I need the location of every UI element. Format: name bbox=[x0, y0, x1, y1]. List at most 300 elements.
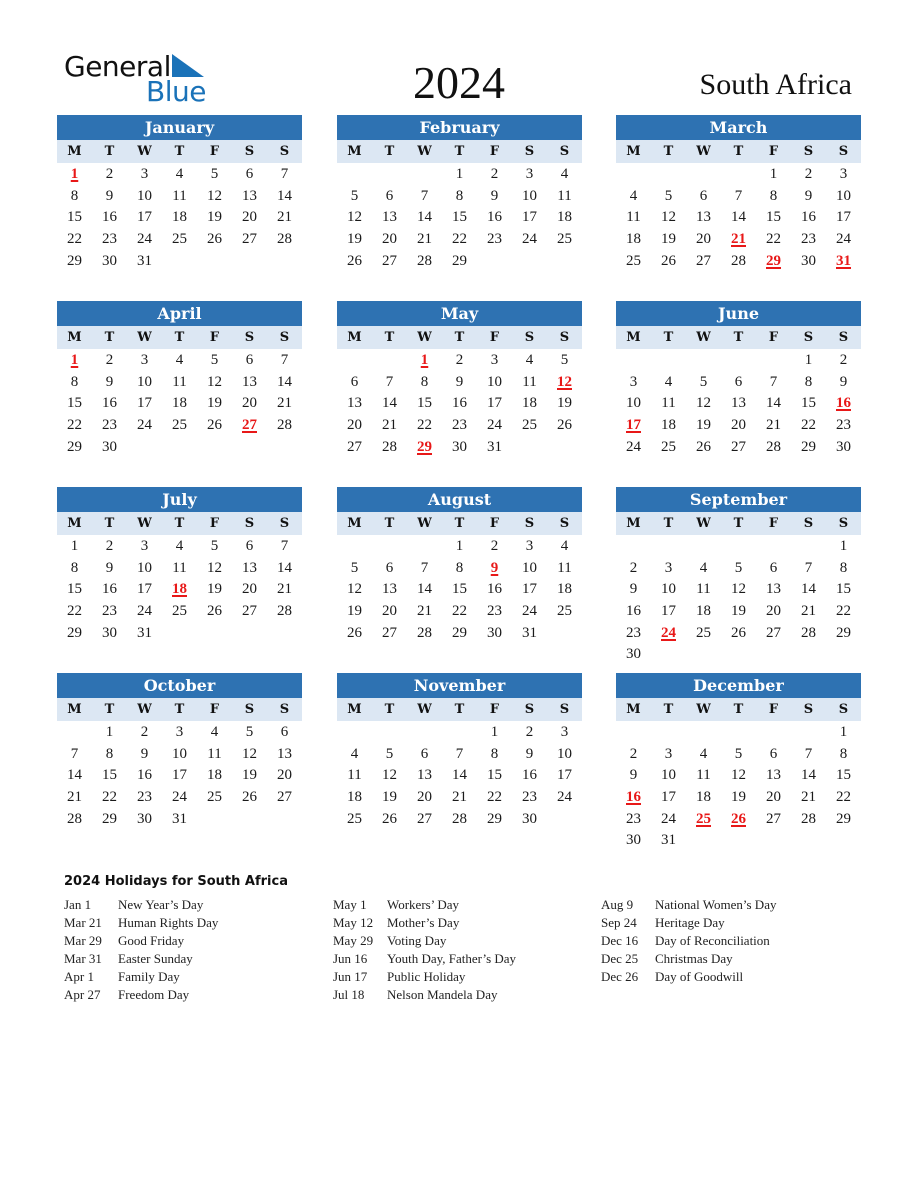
day-cell: 8 bbox=[490, 745, 499, 762]
day-cell: 8 bbox=[804, 373, 813, 390]
day-cell: 25 bbox=[172, 231, 187, 248]
day-cell: 16 bbox=[801, 209, 816, 226]
day-cell: 7 bbox=[280, 166, 289, 182]
holiday-item bbox=[333, 897, 516, 915]
day-cell: 8 bbox=[70, 373, 79, 390]
day-cell: 20 bbox=[277, 767, 292, 784]
day-cell: 10 bbox=[137, 559, 152, 576]
day-cell: 24 bbox=[137, 603, 152, 620]
day-cell: 26 bbox=[242, 789, 257, 806]
empty-cell bbox=[616, 164, 651, 186]
weekday-label: T bbox=[663, 516, 674, 531]
day-cell: 28 bbox=[766, 438, 781, 455]
day-cell: 1 bbox=[804, 352, 813, 368]
holiday-date: Apr 27 bbox=[64, 987, 101, 1002]
day-cell: 18 bbox=[557, 581, 572, 598]
weekday-label: T bbox=[663, 144, 674, 159]
day-cell: 5 bbox=[664, 187, 673, 204]
day-cell: 3 bbox=[525, 538, 534, 554]
day-cell: 15 bbox=[67, 581, 82, 598]
holiday-item bbox=[333, 969, 516, 987]
day-cell: 21 bbox=[452, 789, 467, 806]
day-cell: 2 bbox=[105, 352, 114, 368]
weekday-label: S bbox=[244, 330, 255, 345]
day-cell: 20 bbox=[696, 231, 711, 248]
holiday-day-cell: 16 bbox=[836, 395, 851, 412]
holiday-day-cell: 1 bbox=[70, 166, 79, 182]
month-header: January bbox=[57, 115, 302, 140]
day-cell: 27 bbox=[382, 624, 397, 641]
month-october bbox=[57, 673, 302, 830]
day-cell: 2 bbox=[455, 352, 464, 368]
day-cell: 2 bbox=[140, 724, 149, 740]
day-cell: 11 bbox=[626, 209, 641, 226]
day-cell: 27 bbox=[696, 252, 711, 269]
empty-cell bbox=[686, 722, 721, 744]
day-cell: 30 bbox=[102, 252, 117, 269]
day-cell: 29 bbox=[452, 252, 467, 269]
holiday-day-cell: 26 bbox=[731, 810, 746, 827]
day-cell: 12 bbox=[347, 209, 362, 226]
day-cell: 4 bbox=[699, 559, 708, 576]
weekday-label: M bbox=[626, 144, 641, 159]
day-cell: 14 bbox=[382, 395, 397, 412]
day-cell: 30 bbox=[626, 646, 641, 663]
empty-cell bbox=[721, 722, 756, 744]
day-cell: 17 bbox=[137, 395, 152, 412]
month-january bbox=[57, 115, 302, 272]
day-cell: 27 bbox=[417, 810, 432, 827]
weekday-label: F bbox=[489, 144, 500, 159]
weekday-label: T bbox=[454, 144, 465, 159]
day-cell: 23 bbox=[137, 789, 152, 806]
day-cell: 8 bbox=[105, 745, 114, 762]
day-cell: 23 bbox=[487, 603, 502, 620]
empty-cell bbox=[651, 164, 686, 186]
month-december bbox=[616, 673, 861, 852]
holiday-date: Apr 1 bbox=[64, 969, 94, 984]
day-cell: 19 bbox=[731, 603, 746, 620]
day-cell: 15 bbox=[67, 209, 82, 226]
month-june bbox=[616, 301, 861, 458]
day-cell: 13 bbox=[347, 395, 362, 412]
month-header: October bbox=[57, 673, 302, 698]
days-grid bbox=[616, 721, 861, 852]
day-cell: 21 bbox=[277, 395, 292, 412]
day-cell: 4 bbox=[350, 745, 359, 762]
weekday-label: M bbox=[626, 702, 641, 717]
day-cell: 10 bbox=[137, 187, 152, 204]
month-april bbox=[57, 301, 302, 458]
weekday-label: S bbox=[524, 330, 535, 345]
day-cell: 24 bbox=[557, 789, 572, 806]
day-cell: 5 bbox=[210, 352, 219, 368]
weekday-label: T bbox=[733, 702, 744, 717]
weekday-label: T bbox=[104, 330, 115, 345]
weekday-label: M bbox=[67, 330, 82, 345]
month-header: August bbox=[337, 487, 582, 512]
weekday-label: W bbox=[417, 702, 432, 717]
day-cell: 16 bbox=[487, 209, 502, 226]
day-cell: 3 bbox=[839, 166, 848, 182]
day-cell: 19 bbox=[731, 789, 746, 806]
day-cell: 9 bbox=[629, 767, 638, 784]
holiday-date: Jul 18 bbox=[333, 987, 365, 1002]
day-cell: 2 bbox=[525, 724, 534, 740]
month-header: March bbox=[616, 115, 861, 140]
day-cell: 1 bbox=[769, 166, 778, 182]
weekday-header-row bbox=[337, 140, 582, 163]
day-cell: 23 bbox=[522, 789, 537, 806]
holiday-day-cell: 1 bbox=[420, 352, 429, 368]
day-cell: 19 bbox=[661, 231, 676, 248]
day-cell: 14 bbox=[801, 581, 816, 598]
empty-cell bbox=[791, 536, 826, 558]
weekday-label: T bbox=[104, 702, 115, 717]
day-cell: 1 bbox=[839, 538, 848, 554]
weekday-label: F bbox=[768, 516, 779, 531]
day-cell: 24 bbox=[172, 789, 187, 806]
holiday-day-cell: 27 bbox=[242, 417, 257, 434]
day-cell: 30 bbox=[522, 810, 537, 827]
day-cell: 10 bbox=[661, 581, 676, 598]
holiday-date: Jan 1 bbox=[64, 897, 92, 912]
weekday-label: S bbox=[838, 330, 849, 345]
day-cell: 11 bbox=[661, 395, 676, 412]
month-november bbox=[337, 673, 582, 830]
month-header: December bbox=[616, 673, 861, 698]
day-cell: 14 bbox=[277, 559, 292, 576]
weekday-label: M bbox=[347, 144, 362, 159]
holiday-day-cell: 29 bbox=[766, 252, 781, 269]
day-cell: 18 bbox=[626, 231, 641, 248]
day-cell: 25 bbox=[347, 810, 362, 827]
day-cell: 6 bbox=[350, 373, 359, 390]
day-cell: 20 bbox=[417, 789, 432, 806]
weekday-label: T bbox=[733, 144, 744, 159]
day-cell: 3 bbox=[629, 373, 638, 390]
day-cell: 18 bbox=[696, 789, 711, 806]
day-cell: 31 bbox=[172, 810, 187, 827]
weekday-label: S bbox=[244, 702, 255, 717]
day-cell: 26 bbox=[731, 624, 746, 641]
weekday-header-row bbox=[57, 326, 302, 349]
weekday-label: M bbox=[67, 516, 82, 531]
holiday-name: Day of Goodwill bbox=[655, 969, 744, 984]
day-cell: 20 bbox=[731, 417, 746, 434]
day-cell: 31 bbox=[661, 832, 676, 849]
day-cell: 25 bbox=[172, 603, 187, 620]
day-cell: 23 bbox=[102, 603, 117, 620]
weekday-label: S bbox=[524, 702, 535, 717]
day-cell: 11 bbox=[172, 559, 187, 576]
day-cell: 3 bbox=[140, 538, 149, 554]
day-cell: 8 bbox=[420, 373, 429, 390]
weekday-label: F bbox=[209, 144, 220, 159]
day-cell: 5 bbox=[699, 373, 708, 390]
day-cell: 27 bbox=[242, 231, 257, 248]
day-cell: 3 bbox=[525, 166, 534, 182]
day-cell: 10 bbox=[487, 373, 502, 390]
day-cell: 10 bbox=[137, 373, 152, 390]
holiday-day-cell: 16 bbox=[626, 789, 641, 806]
day-cell: 21 bbox=[801, 789, 816, 806]
day-cell: 28 bbox=[277, 231, 292, 248]
day-cell: 2 bbox=[490, 166, 499, 182]
weekday-label: F bbox=[489, 330, 500, 345]
day-cell: 13 bbox=[382, 581, 397, 598]
weekday-label: T bbox=[384, 516, 395, 531]
day-cell: 24 bbox=[522, 231, 537, 248]
holiday-day-cell: 21 bbox=[731, 231, 746, 248]
month-header: May bbox=[337, 301, 582, 326]
day-cell: 15 bbox=[487, 767, 502, 784]
day-cell: 1 bbox=[455, 166, 464, 182]
day-cell: 15 bbox=[452, 209, 467, 226]
holiday-date: Mar 31 bbox=[64, 951, 102, 966]
day-cell: 1 bbox=[455, 538, 464, 554]
holiday-name: Family Day bbox=[118, 969, 180, 984]
month-july bbox=[57, 487, 302, 644]
day-cell: 19 bbox=[696, 417, 711, 434]
days-grid bbox=[337, 535, 582, 644]
day-cell: 29 bbox=[836, 624, 851, 641]
day-cell: 22 bbox=[67, 231, 82, 248]
day-cell: 3 bbox=[664, 745, 673, 762]
day-cell: 5 bbox=[734, 745, 743, 762]
day-cell: 24 bbox=[836, 231, 851, 248]
weekday-label: T bbox=[174, 330, 185, 345]
weekday-label: S bbox=[524, 144, 535, 159]
day-cell: 19 bbox=[557, 395, 572, 412]
day-cell: 9 bbox=[804, 187, 813, 204]
day-cell: 3 bbox=[175, 724, 184, 740]
weekday-label: M bbox=[626, 330, 641, 345]
month-header: February bbox=[337, 115, 582, 140]
day-cell: 6 bbox=[734, 373, 743, 390]
empty-cell bbox=[651, 350, 686, 372]
holiday-date: May 29 bbox=[333, 933, 374, 948]
holiday-column bbox=[64, 897, 218, 1005]
day-cell: 21 bbox=[67, 789, 82, 806]
month-may bbox=[337, 301, 582, 458]
holidays-title: 2024 Holidays for South Africa bbox=[64, 874, 288, 889]
weekday-label: S bbox=[803, 516, 814, 531]
weekday-label: T bbox=[454, 330, 465, 345]
day-cell: 25 bbox=[172, 417, 187, 434]
weekday-header-row bbox=[616, 698, 861, 721]
day-cell: 19 bbox=[382, 789, 397, 806]
day-cell: 7 bbox=[280, 538, 289, 554]
days-grid bbox=[57, 349, 302, 458]
day-cell: 23 bbox=[626, 624, 641, 641]
day-cell: 11 bbox=[172, 373, 187, 390]
day-cell: 28 bbox=[67, 810, 82, 827]
weekday-label: S bbox=[803, 702, 814, 717]
day-cell: 26 bbox=[557, 417, 572, 434]
day-cell: 14 bbox=[766, 395, 781, 412]
day-cell: 14 bbox=[417, 581, 432, 598]
empty-cell bbox=[57, 722, 92, 744]
days-grid bbox=[616, 535, 861, 666]
day-cell: 21 bbox=[801, 603, 816, 620]
holiday-item bbox=[333, 987, 516, 1005]
day-cell: 25 bbox=[626, 252, 641, 269]
day-cell: 11 bbox=[696, 581, 711, 598]
holiday-date: Sep 24 bbox=[601, 915, 637, 930]
day-cell: 22 bbox=[102, 789, 117, 806]
day-cell: 24 bbox=[487, 417, 502, 434]
weekday-label: S bbox=[559, 702, 570, 717]
weekday-label: T bbox=[174, 144, 185, 159]
weekday-label: S bbox=[279, 516, 290, 531]
day-cell: 4 bbox=[629, 187, 638, 204]
empty-cell bbox=[337, 350, 372, 372]
logo-text-general: General bbox=[64, 50, 171, 83]
day-cell: 30 bbox=[137, 810, 152, 827]
weekday-label: S bbox=[524, 516, 535, 531]
day-cell: 26 bbox=[661, 252, 676, 269]
day-cell: 25 bbox=[696, 624, 711, 641]
day-cell: 14 bbox=[67, 767, 82, 784]
day-cell: 1 bbox=[105, 724, 114, 740]
weekday-label: T bbox=[104, 516, 115, 531]
holiday-item bbox=[64, 969, 218, 987]
day-cell: 7 bbox=[385, 373, 394, 390]
day-cell: 12 bbox=[382, 767, 397, 784]
day-cell: 22 bbox=[67, 603, 82, 620]
day-cell: 14 bbox=[277, 373, 292, 390]
day-cell: 19 bbox=[347, 231, 362, 248]
day-cell: 23 bbox=[836, 417, 851, 434]
day-cell: 9 bbox=[105, 187, 114, 204]
weekday-label: F bbox=[768, 144, 779, 159]
day-cell: 13 bbox=[696, 209, 711, 226]
day-cell: 5 bbox=[350, 559, 359, 576]
day-cell: 3 bbox=[664, 559, 673, 576]
day-cell: 18 bbox=[172, 209, 187, 226]
weekday-label: W bbox=[696, 516, 711, 531]
empty-cell bbox=[372, 164, 407, 186]
holiday-date: Dec 16 bbox=[601, 933, 639, 948]
day-cell: 20 bbox=[242, 581, 257, 598]
day-cell: 27 bbox=[347, 438, 362, 455]
day-cell: 7 bbox=[420, 559, 429, 576]
day-cell: 12 bbox=[347, 581, 362, 598]
day-cell: 14 bbox=[731, 209, 746, 226]
day-cell: 5 bbox=[210, 166, 219, 182]
weekday-header-row bbox=[57, 698, 302, 721]
days-grid bbox=[57, 163, 302, 272]
weekday-label: T bbox=[733, 330, 744, 345]
day-cell: 4 bbox=[560, 166, 569, 182]
day-cell: 29 bbox=[102, 810, 117, 827]
day-cell: 5 bbox=[385, 745, 394, 762]
day-cell: 6 bbox=[385, 559, 394, 576]
empty-cell bbox=[407, 164, 442, 186]
day-cell: 9 bbox=[490, 187, 499, 204]
weekday-label: S bbox=[838, 516, 849, 531]
weekday-label: T bbox=[384, 702, 395, 717]
logo-text-blue: Blue bbox=[146, 75, 206, 108]
day-cell: 30 bbox=[626, 832, 641, 849]
day-cell: 15 bbox=[836, 581, 851, 598]
day-cell: 22 bbox=[801, 417, 816, 434]
day-cell: 22 bbox=[487, 789, 502, 806]
days-grid bbox=[337, 163, 582, 272]
day-cell: 13 bbox=[242, 559, 257, 576]
day-cell: 19 bbox=[242, 767, 257, 784]
day-cell: 6 bbox=[769, 559, 778, 576]
day-cell: 6 bbox=[420, 745, 429, 762]
day-cell: 16 bbox=[452, 395, 467, 412]
holiday-day-cell: 12 bbox=[557, 373, 572, 390]
day-cell: 4 bbox=[560, 538, 569, 554]
day-cell: 21 bbox=[277, 209, 292, 226]
day-cell: 15 bbox=[102, 767, 117, 784]
day-cell: 29 bbox=[487, 810, 502, 827]
day-cell: 1 bbox=[839, 724, 848, 740]
day-cell: 6 bbox=[769, 745, 778, 762]
empty-cell bbox=[337, 722, 372, 744]
holiday-name: Freedom Day bbox=[118, 987, 190, 1002]
weekday-header-row bbox=[616, 326, 861, 349]
day-cell: 10 bbox=[626, 395, 641, 412]
day-cell: 28 bbox=[417, 624, 432, 641]
day-cell: 10 bbox=[661, 767, 676, 784]
weekday-header-row bbox=[337, 698, 582, 721]
weekday-label: S bbox=[559, 516, 570, 531]
holiday-column bbox=[333, 897, 516, 1005]
day-cell: 19 bbox=[347, 603, 362, 620]
holiday-date: May 12 bbox=[333, 915, 374, 930]
day-cell: 24 bbox=[137, 231, 152, 248]
empty-cell bbox=[616, 350, 651, 372]
day-cell: 26 bbox=[207, 603, 222, 620]
day-cell: 22 bbox=[67, 417, 82, 434]
day-cell: 11 bbox=[522, 373, 537, 390]
day-cell: 26 bbox=[347, 252, 362, 269]
month-header: April bbox=[57, 301, 302, 326]
weekday-label: W bbox=[696, 144, 711, 159]
holiday-date: Aug 9 bbox=[601, 897, 634, 912]
weekday-label: W bbox=[417, 516, 432, 531]
day-cell: 4 bbox=[175, 352, 184, 368]
weekday-label: T bbox=[663, 702, 674, 717]
holiday-day-cell: 29 bbox=[417, 438, 432, 455]
day-cell: 28 bbox=[452, 810, 467, 827]
holiday-day-cell: 17 bbox=[626, 417, 641, 434]
day-cell: 9 bbox=[105, 559, 114, 576]
day-cell: 23 bbox=[102, 417, 117, 434]
month-august bbox=[337, 487, 582, 644]
day-cell: 20 bbox=[766, 789, 781, 806]
day-cell: 10 bbox=[836, 187, 851, 204]
day-cell: 6 bbox=[245, 538, 254, 554]
day-cell: 30 bbox=[102, 624, 117, 641]
day-cell: 17 bbox=[487, 395, 502, 412]
day-cell: 29 bbox=[67, 438, 82, 455]
weekday-label: M bbox=[67, 702, 82, 717]
day-cell: 21 bbox=[277, 581, 292, 598]
weekday-label: S bbox=[803, 144, 814, 159]
day-cell: 22 bbox=[417, 417, 432, 434]
holiday-item bbox=[64, 933, 218, 951]
days-grid bbox=[57, 721, 302, 830]
empty-cell bbox=[372, 722, 407, 744]
weekday-label: T bbox=[454, 702, 465, 717]
weekday-label: S bbox=[838, 144, 849, 159]
